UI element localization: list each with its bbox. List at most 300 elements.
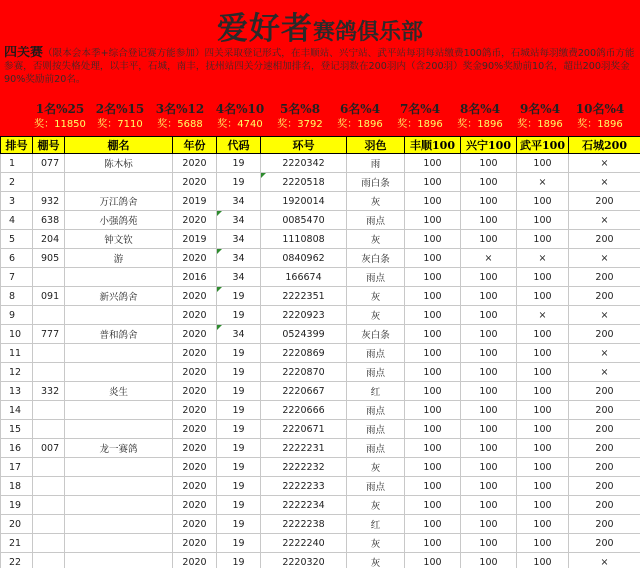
table-cell[interactable]: 19 [217,553,261,568]
table-cell[interactable]: × [461,249,517,268]
table-cell[interactable]: 2020 [173,458,217,477]
table-cell[interactable]: × [569,553,640,568]
table-cell[interactable]: 5 [1,230,33,249]
table-cell[interactable]: 091 [33,287,65,306]
table-cell[interactable]: 100 [461,173,517,192]
table-row [1,154,640,173]
table-cell[interactable]: 100 [517,515,569,534]
prize-amount: 奖：5688 [157,119,203,130]
prize-rank: 10名%4 [575,102,625,116]
prize-rank: 1名%25 [35,102,85,116]
table-cell[interactable]: 雨点 [347,211,405,230]
table-cell[interactable] [65,458,173,477]
table-cell[interactable]: 19 [1,496,33,515]
club-title-sub: 赛鸽俱乐部 [312,20,423,45]
table-cell[interactable]: 18 [1,477,33,496]
prize-rank: 7名%4 [399,102,441,116]
table-cell[interactable]: 2020 [173,306,217,325]
table-cell[interactable]: 100 [517,534,569,553]
table-cell[interactable]: 2222238 [261,515,347,534]
table-cell[interactable]: 200 [569,230,640,249]
table-cell[interactable]: 100 [461,420,517,439]
table-cell[interactable]: 2020 [173,515,217,534]
table-cell[interactable]: 2020 [173,496,217,515]
table-cell[interactable]: 小强鸽苑 [65,211,173,230]
prize-rank: 9名%4 [519,102,561,116]
table-cell[interactable]: 100 [517,325,569,344]
table-cell[interactable]: 2020 [173,154,217,173]
column-header[interactable]: 棚名 [65,137,173,154]
prize-rank: 2名%15 [95,102,145,116]
table-cell[interactable]: 100 [517,344,569,363]
table-cell[interactable]: 19 [217,173,261,192]
table-cell[interactable]: 007 [33,439,65,458]
table-cell[interactable]: 100 [461,154,517,173]
table-cell[interactable]: 21 [1,534,33,553]
table-row [1,211,640,230]
table-cell[interactable]: × [517,249,569,268]
table-cell[interactable]: 100 [517,211,569,230]
table-cell[interactable]: 2020 [173,173,217,192]
prize-item [30,100,90,132]
table-cell[interactable]: 200 [569,325,640,344]
prize-item [390,100,450,132]
table-cell[interactable]: 905 [33,249,65,268]
table-cell[interactable]: 100 [405,515,461,534]
table-cell[interactable]: 100 [461,268,517,287]
table-cell[interactable]: 2222234 [261,496,347,515]
prize-amount: 奖：3792 [277,119,323,130]
rules-text: （限本会本季+综合登记赛方能参加）四关采取登记形式，在丰顺站、兴宁站、武平站每羽每站缴费100鸽币，石城站每羽缴费200鸽币方能参赛，否则按失格处理，以丰平，石城，南丰，抚州站四关分速相加排名，登记羽数在200羽内（含200羽）奖金90%奖励前10名，超出200羽奖金90%奖励前20名。 [4,48,635,85]
table-cell[interactable]: 34 [217,211,261,230]
table-cell[interactable]: 077 [33,154,65,173]
table-cell[interactable]: 雨点 [347,268,405,287]
table-cell[interactable]: 灰 [347,230,405,249]
table-cell[interactable] [65,477,173,496]
prize-rank: 3名%12 [155,102,205,116]
prize-amount: 奖：4740 [217,119,263,130]
table-cell[interactable]: 19 [217,458,261,477]
column-header[interactable]: 羽色 [347,137,405,154]
table-row [1,173,640,192]
table-cell[interactable]: 3 [1,192,33,211]
table-cell[interactable]: 雨白条 [347,173,405,192]
table-cell[interactable]: 19 [217,154,261,173]
table-cell[interactable]: 2020 [173,477,217,496]
table-cell[interactable]: 100 [517,154,569,173]
table-cell[interactable]: 19 [217,420,261,439]
table-cell[interactable]: 100 [405,477,461,496]
table-cell[interactable]: 2020 [173,249,217,268]
table-row [1,458,640,477]
table-cell[interactable]: 200 [569,477,640,496]
table-cell[interactable]: 100 [461,401,517,420]
table-cell[interactable]: 100 [405,154,461,173]
table-cell[interactable]: 2020 [173,211,217,230]
table-cell[interactable]: 34 [217,325,261,344]
table-cell[interactable]: 2222233 [261,477,347,496]
table-cell[interactable]: 19 [217,306,261,325]
table-cell[interactable]: 2220671 [261,420,347,439]
table-cell[interactable] [33,496,65,515]
table-cell[interactable]: 100 [461,534,517,553]
column-header[interactable]: 环号 [261,137,347,154]
column-header[interactable]: 武平100 [517,137,569,154]
table-cell[interactable]: 100 [461,477,517,496]
table-cell[interactable]: 2020 [173,344,217,363]
table-cell[interactable]: 2 [1,173,33,192]
table-cell[interactable]: 100 [461,344,517,363]
column-header[interactable]: 棚号 [33,137,65,154]
table-row [1,249,640,268]
table-cell[interactable]: 7 [1,268,33,287]
table-cell[interactable]: 100 [517,268,569,287]
table-cell[interactable]: 100 [517,477,569,496]
table-cell[interactable]: 200 [569,439,640,458]
table-cell[interactable]: 2220342 [261,154,347,173]
column-header[interactable]: 代码 [217,137,261,154]
table-cell[interactable]: 19 [217,515,261,534]
prize-item [90,100,150,132]
table-cell[interactable]: 2020 [173,287,217,306]
table-row [1,344,640,363]
entries-table [0,136,640,568]
table-cell[interactable]: 100 [517,496,569,515]
table-cell[interactable]: 200 [569,515,640,534]
table-cell[interactable]: 100 [461,382,517,401]
table-cell[interactable]: 2220667 [261,382,347,401]
table-cell[interactable]: 100 [517,287,569,306]
table-cell[interactable]: 100 [405,173,461,192]
table-cell[interactable]: 灰 [347,458,405,477]
table-cell[interactable] [33,515,65,534]
table-cell[interactable]: 100 [405,458,461,477]
table-cell[interactable] [65,344,173,363]
table-cell[interactable] [65,534,173,553]
table-cell[interactable]: 0840962 [261,249,347,268]
table-cell[interactable]: 100 [461,287,517,306]
table-cell[interactable]: 100 [405,287,461,306]
table-cell[interactable]: 2222231 [261,439,347,458]
table-cell[interactable]: 雨点 [347,420,405,439]
table-cell[interactable]: 100 [517,401,569,420]
table-cell[interactable]: × [569,249,640,268]
table-cell[interactable]: 932 [33,192,65,211]
table-cell[interactable] [65,553,173,568]
table-cell[interactable]: 777 [33,325,65,344]
table-cell[interactable]: 19 [217,363,261,382]
column-header[interactable]: 兴宁100 [461,137,517,154]
table-cell[interactable]: 2016 [173,268,217,287]
table-cell[interactable]: 2020 [173,420,217,439]
table-cell[interactable]: 2222232 [261,458,347,477]
table-cell[interactable]: 2220870 [261,363,347,382]
table-cell[interactable] [65,401,173,420]
table-cell[interactable]: 100 [405,553,461,568]
table-cell[interactable]: 100 [405,382,461,401]
table-cell[interactable]: 雨点 [347,401,405,420]
table-cell[interactable]: 2222351 [261,287,347,306]
table-cell[interactable]: 灰白条 [347,249,405,268]
table-cell[interactable]: 100 [405,344,461,363]
table-cell[interactable] [33,344,65,363]
table-cell[interactable] [65,306,173,325]
table-cell[interactable]: 100 [461,496,517,515]
table-cell[interactable]: 2019 [173,192,217,211]
table-cell[interactable]: 灰 [347,192,405,211]
race-name: 四关赛 [4,46,44,60]
table-cell[interactable]: 200 [569,401,640,420]
table-cell[interactable]: 166674 [261,268,347,287]
column-header[interactable]: 石城200 [569,137,640,154]
table-cell[interactable]: 14 [1,401,33,420]
table-cell[interactable]: 雨点 [347,477,405,496]
table-header-row [1,137,640,154]
table-cell[interactable]: 2019 [173,230,217,249]
table-row [1,325,640,344]
column-header[interactable]: 年份 [173,137,217,154]
table-cell[interactable]: 100 [517,439,569,458]
table-cell[interactable]: 灰 [347,306,405,325]
table-cell[interactable]: 200 [569,268,640,287]
table-cell[interactable]: 16 [1,439,33,458]
table-cell[interactable]: 12 [1,363,33,382]
table-cell[interactable]: 100 [461,325,517,344]
table-row [1,306,640,325]
table-cell[interactable]: 游 [65,249,173,268]
table-cell[interactable]: 100 [517,230,569,249]
table-cell[interactable]: 34 [217,268,261,287]
table-cell[interactable] [33,268,65,287]
table-cell[interactable]: 钟文钦 [65,230,173,249]
table-cell[interactable]: 11 [1,344,33,363]
table-cell[interactable]: 1920014 [261,192,347,211]
prize-amount: 奖：1896 [457,119,503,130]
table-cell[interactable]: 100 [405,249,461,268]
table-cell[interactable]: 100 [405,230,461,249]
table-cell[interactable]: 灰 [347,553,405,568]
table-cell[interactable]: 100 [405,268,461,287]
rules-description [0,46,640,101]
table-cell[interactable]: 新兴鸽舍 [65,287,173,306]
prize-item [570,100,630,132]
table-cell[interactable]: 100 [405,401,461,420]
table-cell[interactable]: 200 [569,287,640,306]
prize-item [450,100,510,132]
table-cell[interactable]: 100 [461,306,517,325]
table-cell[interactable]: 2020 [173,363,217,382]
table-row [1,553,640,568]
table-cell[interactable]: 100 [461,211,517,230]
table-cell[interactable]: 100 [405,211,461,230]
table-cell[interactable]: 100 [517,420,569,439]
table-cell[interactable]: 19 [217,477,261,496]
prize-rank: 8名%4 [459,102,501,116]
table-cell[interactable]: 2222240 [261,534,347,553]
table-cell[interactable]: 100 [461,553,517,568]
table-cell[interactable]: 6 [1,249,33,268]
table-cell[interactable] [33,401,65,420]
table-cell[interactable]: 200 [569,534,640,553]
table-cell[interactable]: 龙一赛鸽 [65,439,173,458]
prize-amount: 奖：1896 [337,119,383,130]
table-cell[interactable] [65,496,173,515]
table-cell[interactable] [33,458,65,477]
table-cell[interactable]: 9 [1,306,33,325]
table-cell[interactable] [65,420,173,439]
table-cell[interactable] [33,553,65,568]
column-header[interactable]: 丰顺100 [405,137,461,154]
table-cell[interactable]: 100 [461,458,517,477]
table-cell[interactable]: 100 [405,534,461,553]
table-cell[interactable]: 2220320 [261,553,347,568]
table-cell[interactable]: 19 [217,382,261,401]
table-cell[interactable]: × [569,211,640,230]
table-cell[interactable]: 100 [517,553,569,568]
table-cell[interactable]: 100 [517,192,569,211]
table-cell[interactable]: 200 [569,382,640,401]
table-cell[interactable]: 灰 [347,534,405,553]
table-cell[interactable]: 2020 [173,382,217,401]
table-cell[interactable] [33,534,65,553]
table-row [1,401,640,420]
table-cell[interactable]: 19 [217,287,261,306]
table-cell[interactable]: 19 [217,344,261,363]
table-row [1,268,640,287]
table-cell[interactable]: 200 [569,458,640,477]
table-cell[interactable] [33,363,65,382]
table-cell[interactable] [65,268,173,287]
table-cell[interactable]: 雨点 [347,363,405,382]
table-row [1,477,640,496]
table-cell[interactable]: 雨点 [347,344,405,363]
prize-rank: 5名%8 [279,102,321,116]
table-cell[interactable]: 10 [1,325,33,344]
table-cell[interactable]: 34 [217,192,261,211]
table-cell[interactable]: × [569,154,640,173]
table-cell[interactable] [33,477,65,496]
table-cell[interactable]: 2020 [173,439,217,458]
table-cell[interactable] [33,306,65,325]
table-cell[interactable]: 灰白条 [347,325,405,344]
table-cell[interactable] [33,420,65,439]
table-cell[interactable]: 陈木标 [65,154,173,173]
table-cell[interactable]: 2020 [173,534,217,553]
table-cell[interactable]: 100 [405,325,461,344]
table-cell[interactable]: 2020 [173,553,217,568]
table-cell[interactable]: 100 [405,420,461,439]
table-cell[interactable]: 332 [33,382,65,401]
table-cell[interactable]: 0524399 [261,325,347,344]
table-cell[interactable] [65,363,173,382]
prize-amount: 奖：11850 [34,119,86,130]
club-title [0,0,640,46]
table-cell[interactable]: 100 [405,496,461,515]
table-cell[interactable]: 22 [1,553,33,568]
table-cell[interactable]: 19 [217,496,261,515]
table-cell[interactable]: 200 [569,420,640,439]
table-cell[interactable]: 20 [1,515,33,534]
table-cell[interactable]: 204 [33,230,65,249]
table-cell[interactable]: 灰 [347,496,405,515]
prize-rank: 6名%4 [339,102,381,116]
table-cell[interactable]: 100 [517,458,569,477]
header-banner [0,0,640,136]
column-header[interactable]: 排号 [1,137,33,154]
table-cell[interactable]: 普和鸽舍 [65,325,173,344]
table-cell[interactable]: 100 [461,515,517,534]
table-cell[interactable]: 1 [1,154,33,173]
table-cell[interactable]: 2020 [173,401,217,420]
table-cell[interactable]: 灰 [347,287,405,306]
table-cell[interactable]: × [569,363,640,382]
table-cell[interactable]: 2220869 [261,344,347,363]
table-cell[interactable]: 13 [1,382,33,401]
table-cell[interactable]: 638 [33,211,65,230]
table-cell[interactable]: 100 [405,306,461,325]
table-cell[interactable]: × [517,173,569,192]
table-row [1,192,640,211]
table-cell[interactable]: 34 [217,249,261,268]
table-cell[interactable]: 19 [217,534,261,553]
table-cell[interactable]: 红 [347,382,405,401]
table-cell[interactable]: × [517,306,569,325]
table-cell[interactable]: 100 [461,439,517,458]
table-cell[interactable]: 2220923 [261,306,347,325]
table-cell[interactable]: 19 [217,401,261,420]
table-cell[interactable]: 红 [347,515,405,534]
table-cell[interactable]: 8 [1,287,33,306]
table-cell[interactable]: 100 [405,439,461,458]
table-row [1,382,640,401]
table-cell[interactable]: 100 [517,363,569,382]
table-cell[interactable]: 炎生 [65,382,173,401]
club-title-main: 爱好者 [216,11,313,47]
table-cell[interactable]: × [569,344,640,363]
table-cell[interactable] [33,173,65,192]
table-cell[interactable]: 17 [1,458,33,477]
table-cell[interactable]: 100 [461,363,517,382]
table-cell[interactable]: 200 [569,496,640,515]
table-cell[interactable]: 100 [461,192,517,211]
prize-item [210,100,270,132]
table-cell[interactable]: 100 [461,230,517,249]
table-cell[interactable]: 2020 [173,325,217,344]
table-cell[interactable]: 1110808 [261,230,347,249]
table-cell[interactable] [65,173,173,192]
table-cell[interactable]: × [569,173,640,192]
table-cell[interactable]: 万江鸽舍 [65,192,173,211]
table-cell[interactable]: × [569,306,640,325]
prize-amount: 奖：1896 [577,119,623,130]
table-cell[interactable]: 0085470 [261,211,347,230]
table-row [1,496,640,515]
table-cell[interactable] [65,515,173,534]
table-cell[interactable]: 雨点 [347,439,405,458]
table-cell[interactable]: 100 [405,192,461,211]
table-cell[interactable]: 100 [405,363,461,382]
table-cell[interactable]: 2220518 [261,173,347,192]
table-cell[interactable]: 雨 [347,154,405,173]
table-cell[interactable]: 2220666 [261,401,347,420]
table-cell[interactable]: 100 [517,382,569,401]
table-cell[interactable]: 200 [569,192,640,211]
table-cell[interactable]: 34 [217,230,261,249]
table-cell[interactable]: 15 [1,420,33,439]
table-row [1,439,640,458]
table-cell[interactable]: 19 [217,439,261,458]
table-cell[interactable]: 4 [1,211,33,230]
